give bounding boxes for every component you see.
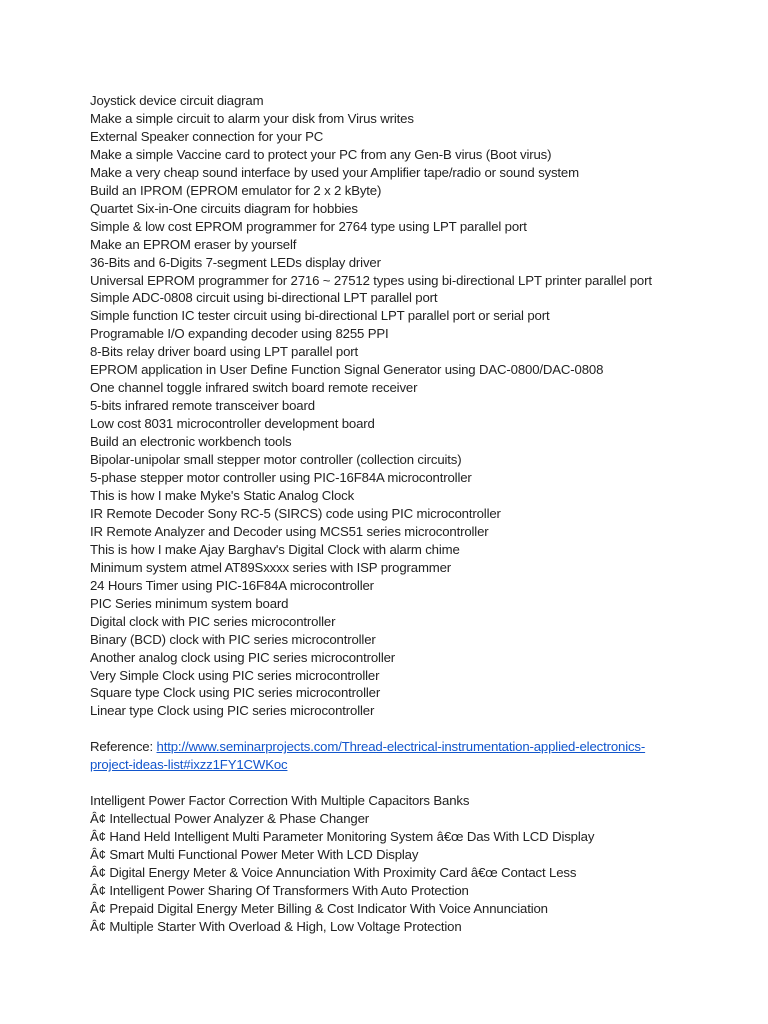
list-item: Â¢ Smart Multi Functional Power Meter With LCD Display xyxy=(90,847,419,862)
list-item: Make a simple circuit to alarm your disk from Virus writes xyxy=(90,110,414,126)
reference-link[interactable]: http://www.seminarprojects.com/Thread-electrical-instrumentation-applied-electronics- xyxy=(156,739,646,755)
list-item: Â¢ Intellectual Power Analyzer & Phase Changer xyxy=(90,811,369,827)
list-item: Â¢ Digital Energy Meter & Voice Annunciation With Proximity Card â€œ Contact Less xyxy=(90,864,577,880)
list-item: 5-bits infrared remote transceiver board xyxy=(90,398,315,414)
list-item: Simple ADC-0808 circuit using bi-directional LPT parallel port xyxy=(90,290,438,306)
list-item: Build an electronic workbench tools xyxy=(90,434,292,450)
document-content xyxy=(90,92,690,936)
blank-line xyxy=(90,720,690,738)
list-item: Programable I/O expanding decoder using 8255 PPI xyxy=(90,326,389,342)
list-item: 24 Hours Timer using PIC-16F84A microcontroller xyxy=(90,577,374,593)
list-item: Another analog clock using PIC series microcontroller xyxy=(90,649,396,665)
list-item: Make a very cheap sound interface by used your Amplifier tape/radio or sound system xyxy=(90,164,579,180)
list-item: IR Remote Decoder Sony RC-5 (SIRCS) code using PIC microcontroller xyxy=(90,505,501,521)
list-item: Joystick device circuit diagram xyxy=(90,93,264,108)
list-item: Digital clock with PIC series microcontroller xyxy=(90,613,336,629)
list-item: Quartet Six-in-One circuits diagram for hobbies xyxy=(90,200,358,216)
power-projects-list xyxy=(90,792,690,936)
list-item: Linear type Clock using PIC series microcontroller xyxy=(90,703,375,719)
list-item: EPROM application in User Define Function Signal Generator using DAC-0800/DAC-0808 xyxy=(90,362,604,378)
list-item: Â¢ Hand Held Intelligent Multi Parameter Monitoring System â€œ Das With LCD Display xyxy=(90,829,595,845)
list-item: External Speaker connection for your PC xyxy=(90,128,324,144)
list-item: PIC Series minimum system board xyxy=(90,595,289,611)
reference-link-continued[interactable]: project-ideas-list#ixzz1FY1CWKoc xyxy=(90,757,288,773)
list-item: Binary (BCD) clock with PIC series microcontroller xyxy=(90,631,376,647)
list-item: Â¢ Multiple Starter With Overload & High, Low Voltage Protection xyxy=(90,918,462,934)
list-item: Â¢ Intelligent Power Sharing Of Transformers With Auto Protection xyxy=(90,882,469,898)
list-item: Build an IPROM (EPROM emulator for 2 x 2 kByte) xyxy=(90,182,382,198)
reference-paragraph xyxy=(90,738,690,774)
list-item: 5-phase stepper motor controller using PIC-16F84A microcontroller xyxy=(90,470,472,486)
list-item: Minimum system atmel AT89Sxxxx series with ISP programmer xyxy=(90,559,452,575)
list-item: Universal EPROM programmer for 2716 ~ 27512 types using bi-directional LPT printer parallel port xyxy=(90,272,652,288)
projects-list xyxy=(90,92,690,720)
reference-label: Reference: xyxy=(90,739,157,755)
list-item: Bipolar-unipolar small stepper motor controller (collection circuits) xyxy=(90,452,462,468)
list-item: Low cost 8031 microcontroller development board xyxy=(90,416,375,432)
list-item: Square type Clock using PIC series microcontroller xyxy=(90,685,381,701)
list-item: This is how I make Ajay Barghav's Digital Clock with alarm chime xyxy=(90,541,460,557)
list-item: This is how I make Myke's Static Analog Clock xyxy=(90,487,355,503)
reference-line-2 xyxy=(90,756,690,774)
blank-line xyxy=(90,774,690,792)
list-item: 36-Bits and 6-Digits 7-segment LEDs display driver xyxy=(90,254,381,270)
list-item: IR Remote Analyzer and Decoder using MCS51 series microcontroller xyxy=(90,523,489,539)
list-item: Simple & low cost EPROM programmer for 2764 type using LPT parallel port xyxy=(90,218,527,234)
reference-line-1 xyxy=(90,738,690,756)
list-item: Â¢ Prepaid Digital Energy Meter Billing & Cost Indicator With Voice Annunciation xyxy=(90,900,548,916)
list-item: Make a simple Vaccine card to protect your PC from any Gen-B virus (Boot virus) xyxy=(90,146,552,162)
list-item: One channel toggle infrared switch board remote receiver xyxy=(90,380,418,396)
list-item: Make an EPROM eraser by yourself xyxy=(90,236,297,252)
list-item: 8-Bits relay driver board using LPT parallel port xyxy=(90,344,359,360)
list-item: Very Simple Clock using PIC series microcontroller xyxy=(90,667,380,683)
list-item: Intelligent Power Factor Correction With Multiple Capacitors Banks xyxy=(90,793,470,809)
list-item: Simple function IC tester circuit using bi-directional LPT parallel port or serial port xyxy=(90,308,550,324)
